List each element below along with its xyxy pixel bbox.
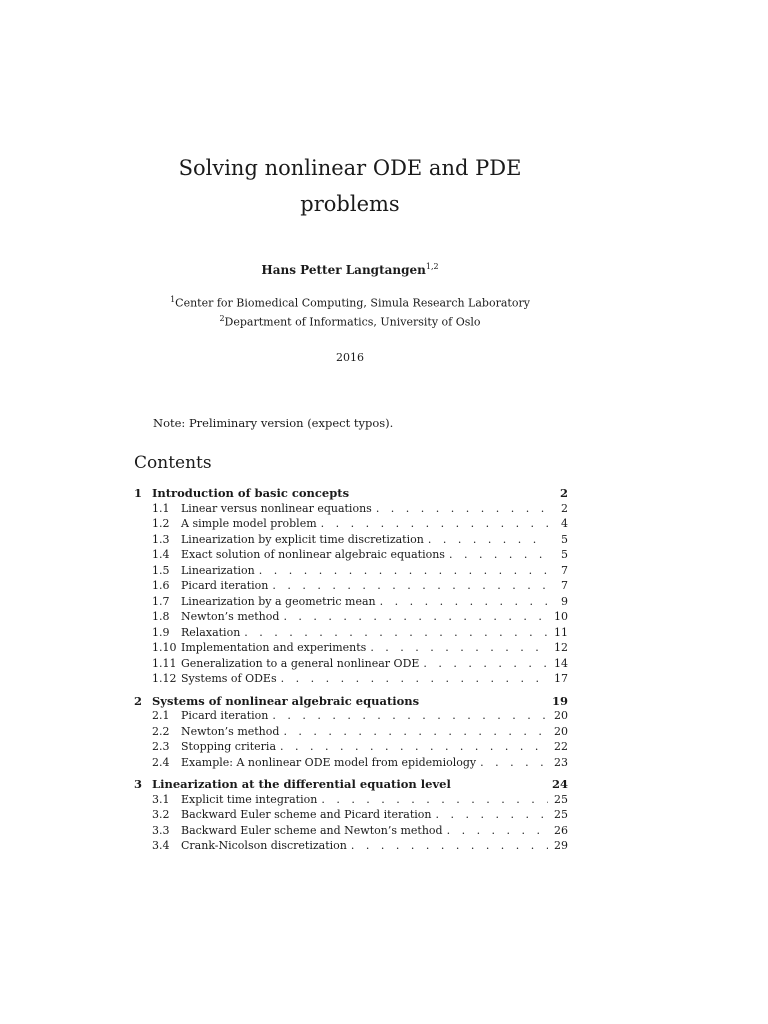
toc-label: Picard iteration [181,579,269,592]
toc-entry[interactable] [134,657,568,673]
toc-number: 1.3 [152,532,170,546]
toc-leader [280,740,548,753]
toc-label: Newton’s method [181,724,280,738]
toc-number: 3.2 [152,808,170,821]
toc-leader [428,533,548,546]
toc-leader [272,579,548,592]
toc-entry[interactable] [134,595,568,611]
title-line-2: problems [300,192,400,216]
title-line-1: Solving nonlinear ODE and PDE [178,156,522,180]
toc-page-number: 7 [561,579,568,592]
toc-page-number: 4 [561,517,568,530]
toc-label: Stopping criteria [181,740,277,753]
toc-leader [321,793,548,806]
author-marks: 1,2 [425,262,439,271]
toc-page-number: 19 [551,693,568,708]
toc-entry[interactable] [134,793,568,809]
toc-section [134,486,568,688]
toc-page-number: 23 [554,755,568,769]
toc-label: Picard iteration [181,709,269,722]
toc-label: Backward Euler scheme and Picard iteration [181,808,432,821]
toc-leader [272,709,548,722]
toc-number: 1 [134,486,143,500]
toc-section [134,777,568,855]
affiliations [150,292,550,329]
toc-page-number: 25 [554,808,568,821]
toc-entry[interactable] [134,709,568,725]
toc-section [134,694,568,772]
toc-number: 2.4 [152,755,170,769]
toc-page-number: 2 [559,486,568,500]
toc-page-number: 12 [554,641,568,654]
toc-section-row[interactable] [134,486,568,502]
toc-entry[interactable] [134,740,568,756]
toc-number: 1.9 [152,625,170,639]
toc-label: Newton’s method [181,610,280,623]
toc-label: Backward Euler scheme and Newton’s method [181,823,443,837]
toc-entry[interactable] [134,533,568,549]
toc-page-number: 2 [561,501,568,515]
toc-page-number: 29 [554,839,568,852]
toc-entry[interactable] [134,641,568,657]
toc-number: 3 [134,777,143,791]
toc-leader [370,641,548,654]
toc-label: Exact solution of nonlinear algebraic equations [181,548,445,561]
date: 2016 [336,351,364,364]
toc-page-number: 5 [561,532,568,546]
toc-entry[interactable] [134,808,568,824]
document-title [150,150,550,222]
toc-entry[interactable] [134,564,568,580]
toc-number: 2.3 [152,740,170,753]
toc-page-number: 20 [554,724,568,738]
toc-leader [447,824,548,837]
toc-page-number: 9 [561,594,568,608]
toc-page-number: 26 [554,823,568,837]
toc-page-number: 25 [554,792,568,806]
toc-leader [281,672,548,685]
toc-label: Introduction of basic concepts [152,486,350,500]
toc-entry[interactable] [134,725,568,741]
toc-entry[interactable] [134,626,568,642]
author [150,262,550,277]
toc-leader [351,839,548,852]
toc-label: Explicit time integration [181,792,318,806]
toc-number: 2.2 [152,724,170,738]
note: Note: Preliminary version (expect typos). [153,416,394,430]
toc-page-number: 20 [554,709,568,722]
toc-label: Generalization to a general nonlinear ODE [181,656,420,670]
toc-label: Crank-Nicolson discretization [181,839,347,852]
toc-leader [380,595,548,608]
toc-page-number: 5 [561,548,568,561]
toc-leader [423,657,548,670]
toc-number: 1.11 [152,656,177,670]
toc-leader [283,725,548,738]
toc-label: Relaxation [181,625,241,639]
toc-entry[interactable] [134,517,568,533]
toc-label: Example: A nonlinear ODE model from epidemiology [181,755,477,769]
toc-number: 3.4 [152,839,170,852]
toc-label: Linearization [181,563,255,577]
author-name: Hans Petter Langtangen [261,263,426,277]
affiliation-1: $^1$Center for Biomedical Computing, Simula Research Laboratory [170,295,530,310]
toc-number: 1.2 [152,517,170,530]
toc-page-number: 22 [554,740,568,753]
toc-number: 1.5 [152,563,170,577]
toc-leader [480,756,548,769]
toc-page-number: 24 [551,777,568,791]
toc-number: 1.4 [152,548,170,561]
toc-page-number: 7 [561,563,568,577]
toc-entry[interactable] [134,824,568,840]
toc-page-number: 14 [554,656,568,670]
toc-number: 1.12 [152,672,177,685]
toc-entry[interactable] [134,672,568,688]
toc-leader [244,626,548,639]
toc-entry[interactable] [134,502,568,518]
toc-label: Linearization by explicit time discretization [181,532,424,546]
toc-entry[interactable] [134,756,568,772]
toc-entry[interactable] [134,548,568,564]
toc-leader [449,548,548,561]
toc-number: 1.1 [152,501,170,515]
toc-number: 1.6 [152,579,170,592]
toc-section-row[interactable] [134,694,568,710]
toc-number: 2 [134,693,143,708]
toc-label: A simple model problem [181,517,317,530]
toc-page-number: 11 [554,625,568,639]
contents-heading: Contents [134,453,212,473]
toc-entry[interactable] [134,579,568,595]
affiliation-2: $^2$Department of Informatics, University of Oslo [219,313,481,329]
toc-page-number: 17 [554,672,568,685]
toc-number: 3.1 [152,792,170,806]
toc-leader [259,564,548,577]
toc-label: Implementation and experiments [181,641,367,654]
toc-number: 1.7 [152,594,170,608]
toc-section-row[interactable] [134,777,568,793]
toc-page-number: 10 [554,610,568,623]
toc-label: Systems of nonlinear algebraic equations [152,693,420,708]
toc-number: 1.10 [152,641,177,654]
toc-leader [283,610,548,623]
toc-label: Linear versus nonlinear equations [181,501,372,515]
toc-label: Linearization at the differential equation level [152,777,451,791]
toc-leader [376,502,548,515]
toc-leader [436,808,549,821]
toc-label: Linearization by a geometric mean [181,594,376,608]
toc-number: 2.1 [152,709,170,722]
toc-label: Systems of ODEs [181,672,277,685]
toc-entry[interactable] [134,839,568,855]
toc-leader [321,517,548,530]
toc-number: 3.3 [152,823,170,837]
toc-entry[interactable] [134,610,568,626]
toc-number: 1.8 [152,610,170,623]
table-of-contents [134,486,568,861]
